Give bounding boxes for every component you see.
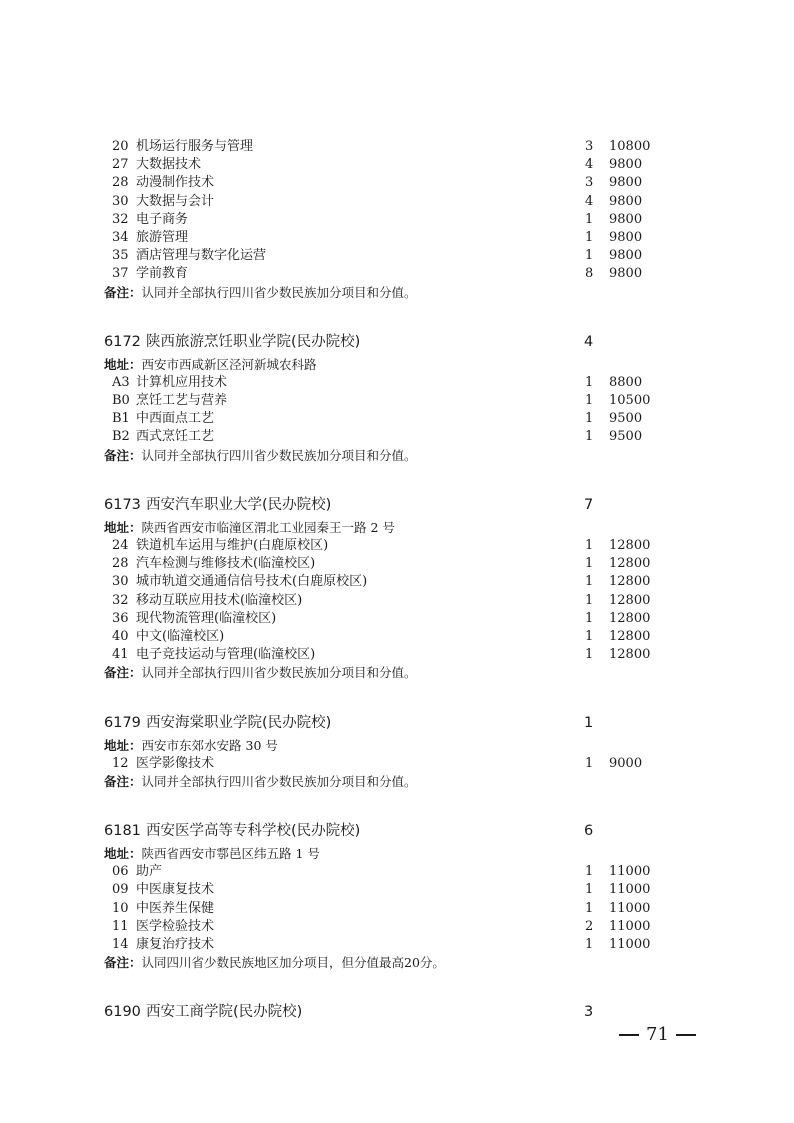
major-name: 中西面点工艺 [136, 411, 215, 427]
major-fee: 9800 [609, 229, 643, 245]
major-row [0, 392, 794, 410]
major-row [0, 174, 794, 192]
major-fee: 12800 [609, 647, 651, 663]
section-gap [0, 302, 794, 329]
major-row [0, 428, 794, 446]
note [104, 664, 417, 682]
major-fee: 9000 [609, 755, 643, 771]
major-name: 助产 [136, 864, 163, 880]
address-text: 西安市东郊水安路 30 号 [141, 737, 278, 753]
major-name: 现代物流管理(临潼校区) [136, 610, 277, 626]
major-row [0, 573, 794, 591]
major-count: 1 [585, 937, 594, 952]
note-row [0, 664, 794, 682]
major-row [0, 918, 794, 936]
major-code: 20 [112, 139, 129, 154]
school-total: 4 [584, 333, 594, 350]
major-count: 1 [585, 900, 594, 916]
school-total: 7 [584, 496, 594, 513]
admission-plan-document [0, 138, 794, 1026]
major-count: 3 [585, 175, 594, 191]
school-name: 西安汽车职业大学(民办院校) [146, 496, 332, 513]
major-name: 医学影像技术 [136, 755, 215, 771]
address-label: 地址： [104, 356, 142, 372]
address-label: 地址： [104, 737, 142, 753]
major-fee: 12800 [609, 592, 651, 608]
school-header [0, 710, 794, 737]
major-code: 30 [112, 574, 129, 590]
major-code: 32 [112, 211, 129, 227]
major-fee: 11000 [609, 918, 651, 934]
major-count: 1 [585, 538, 594, 553]
major-code: B1 [112, 411, 130, 427]
major-row [0, 156, 794, 174]
school-address [104, 845, 320, 863]
major-name: 西式烹饪工艺 [136, 429, 215, 445]
school-code: 6190 [104, 1004, 141, 1021]
note-label: 备注： [104, 665, 142, 681]
school-total: 1 [584, 714, 594, 731]
major-code: 35 [112, 248, 129, 264]
major-count: 1 [585, 864, 594, 880]
note-text: 认同并全部执行四川省少数民族加分项目和分值。 [141, 665, 417, 681]
note [104, 954, 445, 972]
major-code: 37 [112, 266, 129, 282]
address-text: 陕西省西安市鄠邑区纬五路 1 号 [141, 846, 320, 862]
major-count: 1 [585, 592, 594, 608]
school-address [104, 356, 317, 374]
school-total: 3 [584, 1004, 594, 1021]
major-count: 1 [585, 610, 594, 626]
major-row [0, 592, 794, 610]
major-code: 28 [112, 556, 129, 572]
major-row [0, 265, 794, 283]
school-header [0, 999, 794, 1026]
major-code: B0 [112, 393, 130, 409]
major-count: 4 [585, 157, 594, 173]
note-row [0, 284, 794, 302]
major-count: 1 [585, 374, 594, 390]
major-fee: 12800 [609, 610, 651, 626]
major-code: B2 [112, 429, 130, 445]
major-count: 1 [585, 882, 594, 898]
major-name: 铁道机车运用与维护(白鹿原校区) [136, 538, 329, 553]
major-code: 09 [112, 882, 129, 898]
major-name: 电子竞技运动与管理(临潼校区) [136, 647, 316, 663]
school-name: 西安医学高等专科学校(民办院校) [146, 823, 361, 840]
major-row [0, 374, 794, 392]
school-name: 西安海棠职业学院(民办院校) [146, 714, 332, 731]
school-header [0, 492, 794, 519]
note-label: 备注： [104, 773, 142, 789]
major-count: 1 [585, 755, 594, 771]
major-fee: 11000 [609, 864, 651, 880]
major-fee: 12800 [609, 574, 651, 590]
address-label: 地址： [104, 519, 142, 535]
major-fee: 9500 [609, 411, 643, 427]
major-name: 汽车检测与维修技术(临潼校区) [136, 556, 316, 572]
major-code: 11 [112, 918, 129, 934]
major-count: 1 [585, 556, 594, 572]
dash-left [619, 1034, 639, 1036]
major-code: 28 [112, 175, 129, 191]
major-row [0, 646, 794, 664]
major-code: 41 [112, 647, 129, 663]
major-count: 1 [585, 211, 594, 227]
major-fee: 9800 [609, 193, 643, 209]
school-code: 6179 [104, 714, 141, 731]
major-code: 40 [112, 628, 129, 644]
major-count: 8 [585, 266, 594, 282]
note-text: 认同并全部执行四川省少数民族加分项目和分值。 [141, 284, 417, 300]
section-gap [0, 683, 794, 710]
major-code: 14 [112, 937, 129, 952]
address-row [0, 737, 794, 755]
address-row [0, 356, 794, 374]
note-label: 备注： [104, 955, 142, 971]
section-gap [0, 791, 794, 818]
school-header [0, 818, 794, 845]
major-count: 4 [585, 193, 594, 209]
major-name: 计算机应用技术 [136, 374, 228, 390]
major-name: 中医养生保健 [136, 900, 215, 916]
note-text: 认同并全部执行四川省少数民族加分项目和分值。 [141, 447, 417, 463]
school-name: 西安工商学院(民办院校) [146, 1004, 303, 1021]
major-row [0, 900, 794, 918]
note-row [0, 954, 794, 972]
major-name: 中医康复技术 [136, 882, 215, 898]
major-count: 1 [585, 574, 594, 590]
major-code: 24 [112, 538, 129, 553]
major-count: 1 [585, 393, 594, 409]
page-number: 71 [612, 1024, 703, 1045]
major-fee: 12800 [609, 556, 651, 572]
major-name: 中文(临潼校区) [136, 628, 225, 644]
school-code: 6172 [104, 333, 141, 350]
major-row [0, 537, 794, 555]
major-fee: 11000 [609, 882, 651, 898]
major-code: 06 [112, 864, 129, 880]
major-fee: 9800 [609, 211, 643, 227]
major-row [0, 193, 794, 211]
major-code: 30 [112, 193, 129, 209]
school-address [104, 737, 278, 755]
major-name: 机场运行服务与管理 [136, 139, 254, 154]
major-fee: 10500 [609, 393, 651, 409]
school-header [0, 329, 794, 356]
address-text: 西安市西咸新区泾河新城农科路 [141, 356, 317, 372]
major-fee: 9500 [609, 429, 643, 445]
note [104, 284, 417, 302]
major-name: 电子商务 [136, 211, 189, 227]
major-row [0, 863, 794, 881]
address-text: 陕西省西安市临潼区渭北工业园秦王一路 2 号 [141, 519, 395, 535]
note [104, 773, 417, 791]
major-fee: 12800 [609, 628, 651, 644]
major-row [0, 138, 794, 156]
major-row [0, 410, 794, 428]
note-text: 认同四川省少数民族地区加分项目，但分值最高20分。 [141, 955, 445, 971]
note [104, 447, 417, 465]
section-gap [0, 972, 794, 999]
address-row [0, 519, 794, 537]
note-label: 备注： [104, 447, 142, 463]
major-row [0, 229, 794, 247]
major-fee: 10800 [609, 139, 651, 154]
school-address [104, 519, 395, 537]
section-gap [0, 465, 794, 492]
major-name: 康复治疗技术 [136, 937, 215, 952]
major-row [0, 881, 794, 899]
major-name: 移动互联应用技术(临潼校区) [136, 592, 303, 608]
school-code: 6181 [104, 823, 141, 840]
major-row [0, 628, 794, 646]
major-fee: 9800 [609, 175, 643, 191]
major-code: A3 [112, 374, 130, 390]
note-label: 备注： [104, 284, 142, 300]
major-fee: 9800 [609, 248, 643, 264]
major-fee: 9800 [609, 157, 643, 173]
major-code: 27 [112, 157, 129, 173]
major-fee: 8800 [609, 374, 643, 390]
note-row [0, 447, 794, 465]
major-row [0, 936, 794, 954]
major-name: 大数据与会计 [136, 193, 215, 209]
major-count: 3 [585, 139, 594, 154]
major-code: 10 [112, 900, 129, 916]
note-text: 认同并全部执行四川省少数民族加分项目和分值。 [141, 773, 417, 789]
major-row [0, 247, 794, 265]
major-fee: 9800 [609, 266, 643, 282]
major-name: 城市轨道交通通信信号技术(白鹿原校区) [136, 574, 368, 590]
major-code: 36 [112, 610, 129, 626]
school-name: 陕西旅游烹饪职业学院(民办院校) [146, 333, 361, 350]
major-name: 旅游管理 [136, 229, 189, 245]
major-count: 2 [585, 918, 594, 934]
dash-right [676, 1034, 696, 1036]
major-row [0, 211, 794, 229]
major-count: 1 [585, 229, 594, 245]
major-count: 1 [585, 248, 594, 264]
major-name: 大数据技术 [136, 157, 202, 173]
major-row [0, 610, 794, 628]
major-fee: 11000 [609, 937, 651, 952]
major-count: 1 [585, 429, 594, 445]
major-count: 1 [585, 647, 594, 663]
major-name: 动漫制作技术 [136, 175, 215, 191]
address-row [0, 845, 794, 863]
school-code: 6173 [104, 496, 141, 513]
major-code: 34 [112, 229, 129, 245]
major-name: 酒店管理与数字化运营 [136, 248, 267, 264]
major-name: 烹饪工艺与营养 [136, 393, 228, 409]
major-code: 32 [112, 592, 129, 608]
major-fee: 12800 [609, 538, 651, 553]
major-count: 1 [585, 628, 594, 644]
major-row [0, 755, 794, 773]
major-fee: 11000 [609, 900, 651, 916]
major-code: 12 [112, 755, 129, 771]
school-total: 6 [584, 823, 594, 840]
major-name: 医学检验技术 [136, 918, 215, 934]
note-row [0, 773, 794, 791]
major-row [0, 555, 794, 573]
major-name: 学前教育 [136, 266, 189, 282]
address-label: 地址： [104, 846, 142, 862]
major-count: 1 [585, 411, 594, 427]
